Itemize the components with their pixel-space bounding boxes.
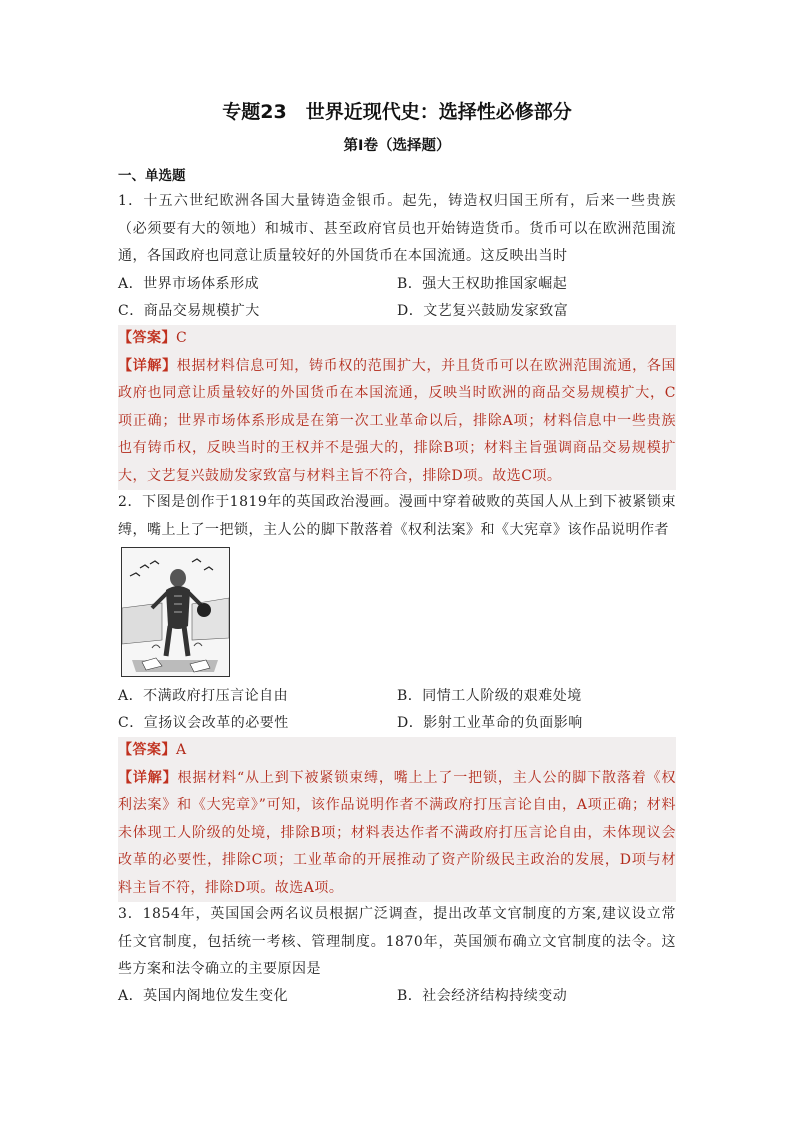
- explanation-text: 根据材料信息可知，铸币权的范围扩大，并且货币可以在欧洲范围流通，各国政府也同意让质量较好的外国货币在本国流通，反映当时欧洲的商品交易规模扩大，C项正确；世界市场体系形成是在第一次工业革命以后，排除A项；材料信息中一些贵族也有铸币权，反映当时的王权并不是强大的，排除B项；材料主旨强调商品交易规模扩大，文艺复兴鼓励发家致富与材料主旨不符合，排除D项。故选C项。: [118, 357, 677, 484]
- section-heading: 一、单选题: [118, 168, 186, 184]
- explanation-label: 【详解】: [118, 357, 177, 374]
- question-2-option-b: B．同情工人阶级的艰难处境: [397, 688, 582, 704]
- answer-label: 【答案】: [118, 742, 176, 758]
- answer-label: 【答案】: [118, 330, 176, 346]
- document-subtitle: 第Ⅰ卷（选择题）: [343, 138, 451, 154]
- question-2-answer-box: [118, 737, 676, 902]
- question-3-option-a: A．英国内阁地位发生变化: [118, 988, 289, 1004]
- answer-value: A: [176, 742, 187, 758]
- question-1-option-b: B．强大王权助推国家崛起: [397, 276, 568, 292]
- question-1-option-d: D．文艺复兴鼓励发家致富: [397, 303, 569, 319]
- question-3-option-b: B．社会经济结构持续变动: [397, 988, 568, 1004]
- question-1-option-a: A．世界市场体系形成: [118, 276, 260, 292]
- question-1-answer: [118, 325, 676, 353]
- question-2-stem: 2．下图是创作于1819年的英国政治漫画。漫画中穿着破败的英国人从上到下被紧锁束缚，嘴上上了一把锁，主人公的脚下散落着《权利法案》和《大宪章》该作品说明作者: [118, 494, 676, 538]
- document-title: 专题23 世界近现代史：选择性必修部分: [222, 101, 572, 123]
- question-2-answer: [118, 737, 676, 765]
- explanation-text: 根据材料“从上到下被紧锁束缚，嘴上上了一把锁，主人公的脚下散落着《权利法案》和《大宪章》”可知，该作品说明作者不满政府打压言论自由，A项正确；材料未体现工人阶级的处境，排除B项；材料表达作者不满政府打压言论自由，未体现议会改革的必要性，排除C项；工业革命的开展推动了资产阶级民主政治的发展，D项与材料主旨不符，排除D项。故选A项。: [118, 769, 677, 896]
- question-3-stem: 3．1854年，英国国会两名议员根据广泛调查，提出改革文官制度的方案,建议设立常任文官制度，包括统一考核、管理制度。1870年，英国颁布确立文官制度的法令。这些方案和法令确立的主要原因是: [118, 906, 676, 977]
- question-2-option-c: C．宣扬议会改革的必要性: [118, 715, 289, 731]
- question-2-explanation: [118, 765, 676, 903]
- question-1-option-c: C．商品交易规模扩大: [118, 303, 260, 319]
- answer-value: C: [176, 330, 188, 346]
- question-1-explanation: [118, 353, 676, 491]
- political-cartoon-image: [121, 547, 230, 677]
- question-1-stem: 1．十五六世纪欧洲各国大量铸造金银币。起先，铸造权归国王所有，后来一些贵族（必须要有大的领地）和城市、甚至政府官员也开始铸造货币。货币可以在欧洲范围流通，各国政府也同意让质量较好的外国货币在本国流通。这反映出当时: [118, 193, 676, 264]
- question-2-option-d: D．影射工业革命的负面影响: [397, 715, 583, 731]
- question-2-option-a: A．不满政府打压言论自由: [118, 688, 289, 704]
- explanation-label: 【详解】: [118, 769, 178, 786]
- question-1-answer-box: [118, 325, 676, 490]
